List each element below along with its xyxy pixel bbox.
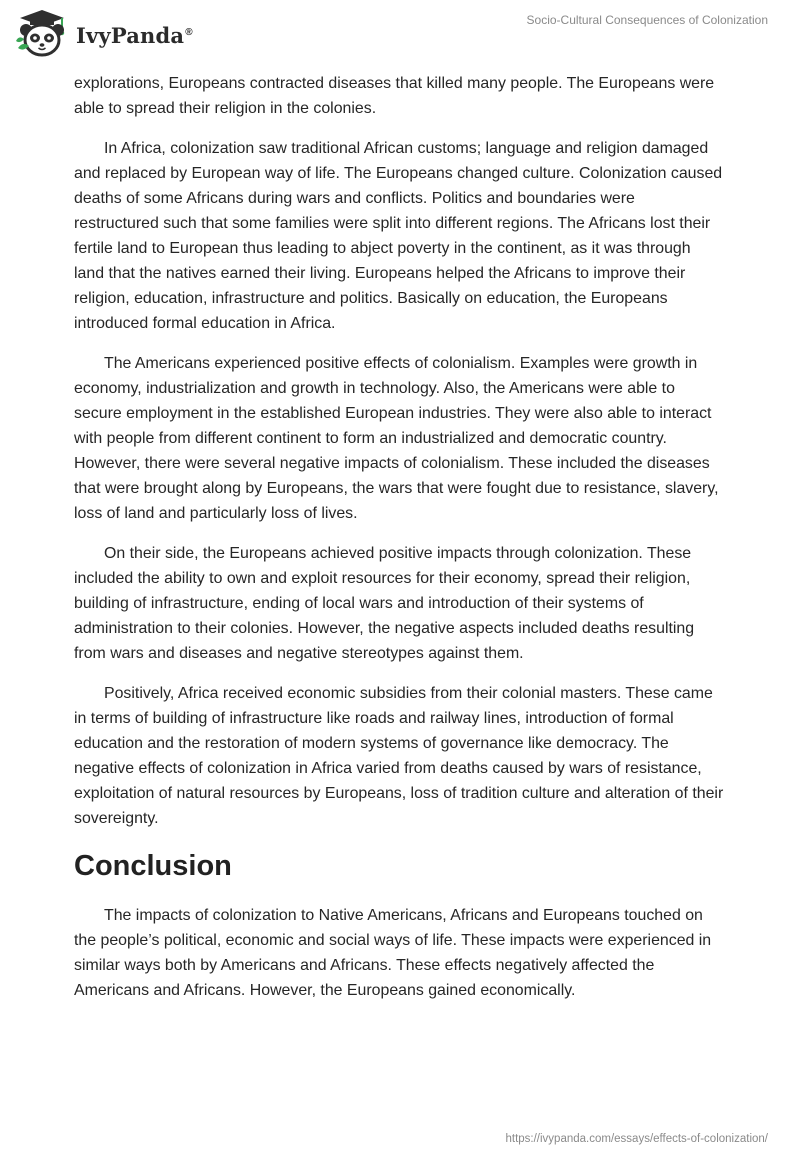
running-title: Socio-Cultural Consequences of Colonization bbox=[526, 13, 768, 27]
conclusion-heading: Conclusion bbox=[74, 850, 232, 882]
paragraph-americans: The Americans experienced positive effects of colonialism. Examples were growth in economy, industrialization and growth in technology. Also, the Americans were able to secure employment in the established European industries. They were also able to interact with people from different continent to form an industrialized and democratic country. However, there were several negative impacts of colonialism. These included the diseases that were brought along by Europeans, the wars that were fought due to resistance, slavery, loss of land and particularly loss of lives. bbox=[74, 355, 719, 522]
ivypanda-logo[interactable] bbox=[14, 8, 193, 58]
paragraph-europeans: On their side, the Europeans achieved positive impacts through colonization. These included the ability to own and exploit resources for their economy, spread their religion, building of infrastructure, ending of local wars and introduction of their systems of administration to their colonies. However, the negative aspects included deaths resulting from wars and diseases and negative stereotypes against them. bbox=[74, 545, 695, 662]
paragraph-africa: In Africa, colonization saw traditional African customs; language and religion damaged and replaced by European way of life. The Europeans changed culture. Colonization caused deaths of some Africans during wars and conflicts. Politics and boundaries were restructured such that some families were split into different regions. The Africans lost their fertile land to European thus leading to abject poverty in the continent, as it was through land that the natives earned their living. Europeans helped the Africans to improve their religion, education, infrastructure and politics. Basically on education, the Europeans introduced formal education in Africa. bbox=[74, 140, 723, 332]
page-header bbox=[0, 0, 800, 60]
essay-body bbox=[74, 71, 724, 1018]
paragraph-africa-positive: Positively, Africa received economic subsidies from their colonial masters. These came in terms of building of infrastructure like roads and railway lines, introduction of formal education and the restoration of modern systems of governance like democracy. The negative effects of colonization in Africa varied from deaths caused by wars of resistance, exploitation of natural resources by Europeans, loss of tradition culture and alteration of their sovereignty. bbox=[74, 685, 724, 827]
source-url[interactable]: https://ivypanda.com/essays/effects-of-colonization/ bbox=[505, 1133, 768, 1145]
logo-wordmark: IvyPanda® bbox=[76, 22, 193, 48]
panda-logo-icon bbox=[14, 8, 70, 58]
paragraph-continued: explorations, Europeans contracted diseases that killed many people. The Europeans were able to spread their religion in the colonies. bbox=[74, 75, 715, 117]
paragraph-conclusion: The impacts of colonization to Native Americans, Africans and Europeans touched on the people’s political, economic and social ways of life. These impacts were experienced in similar ways both by Americans and Africans. These effects negatively affected the Americans and Africans. However, the Europeans gained economically. bbox=[74, 907, 712, 999]
